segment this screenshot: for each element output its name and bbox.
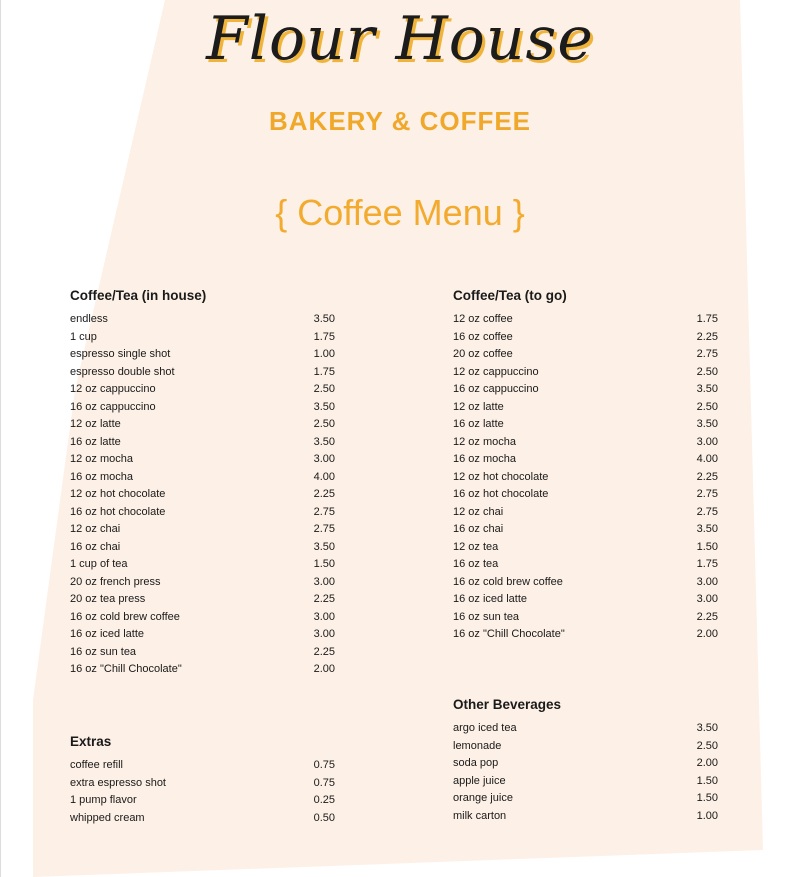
menu-item	[70, 399, 335, 417]
menu-item	[453, 364, 718, 382]
menu-item-price: 4.00	[313, 470, 335, 483]
menu-item-price: 1.75	[313, 365, 335, 378]
menu-item	[70, 504, 335, 522]
menu-item-name: 16 oz chai	[70, 540, 121, 553]
menu-item	[70, 757, 335, 775]
menu-item-name: lemonade	[453, 739, 502, 752]
menu-item-name: 1 cup of tea	[70, 558, 128, 570]
menu-item-price: 1.75	[313, 330, 335, 343]
menu-item-name: argo iced tea	[453, 722, 517, 734]
menu-item	[70, 329, 335, 347]
menu-item	[453, 311, 718, 329]
menu-item	[70, 591, 335, 609]
menu-item-name: 12 oz hot chocolate	[453, 470, 549, 483]
menu-item-price: 2.25	[696, 610, 718, 623]
menu-item-name: 20 oz coffee	[453, 348, 513, 360]
menu-item-price: 2.50	[313, 383, 335, 395]
menu-item-price: 0.50	[313, 811, 335, 824]
menu-item-price: 1.75	[696, 313, 718, 325]
menu-item	[453, 790, 718, 808]
menu-item	[70, 626, 335, 644]
menu-item-price: 3.50	[696, 722, 718, 734]
menu-item-price: 4.00	[696, 453, 718, 465]
menu-item-price: 1.00	[696, 809, 718, 822]
menu-item	[70, 346, 335, 364]
menu-item	[453, 399, 718, 417]
menu-item-price: 2.75	[313, 523, 335, 535]
menu-item-name: 12 oz coffee	[453, 313, 513, 325]
menu-item-name: espresso double shot	[70, 365, 175, 378]
menu-item	[70, 469, 335, 487]
menu-item-name: 16 oz tea	[453, 558, 499, 570]
menu-item-price: 2.25	[313, 645, 335, 658]
menu-item-name: 12 oz cappuccino	[70, 383, 156, 395]
menu-item	[453, 504, 718, 522]
menu-item-name: 12 oz mocha	[70, 453, 133, 465]
menu-item-price: 0.75	[313, 759, 335, 771]
menu-item-price: 1.00	[313, 348, 335, 360]
menu-item	[70, 574, 335, 592]
menu-item-price: 0.75	[313, 776, 335, 789]
menu-item-name: 12 oz tea	[453, 540, 499, 553]
section-in-house	[70, 287, 335, 679]
menu-item-price: 3.00	[696, 593, 718, 605]
menu-item-price: 2.25	[696, 470, 718, 483]
section-title: Extras	[70, 734, 112, 749]
menu-item	[453, 434, 718, 452]
menu-item-name: 16 oz cappuccino	[70, 400, 156, 413]
menu-item-price: 2.75	[696, 505, 718, 518]
menu-item	[453, 574, 718, 592]
menu-item-price: 2.25	[313, 593, 335, 605]
menu-item-price: 1.50	[696, 792, 718, 804]
menu-item-name: 20 oz french press	[70, 575, 161, 588]
menu-title: { Coffee Menu }	[275, 192, 525, 233]
menu-item-name: 16 oz chai	[453, 523, 504, 535]
menu-item	[70, 486, 335, 504]
menu-item-price: 2.50	[696, 365, 718, 378]
menu-item-price: 3.50	[696, 383, 718, 395]
menu-item-name: coffee refill	[70, 759, 123, 771]
menu-item	[453, 346, 718, 364]
brand-name: Flour House	[206, 4, 594, 74]
menu-item	[453, 755, 718, 773]
menu-item-name: 12 oz chai	[70, 523, 121, 535]
menu-item	[453, 609, 718, 627]
menu-item-price: 1.50	[696, 540, 718, 553]
menu-item-name: 16 oz hot chocolate	[453, 488, 549, 500]
menu-item-name: 16 oz cold brew coffee	[453, 575, 563, 588]
menu-item-name: apple juice	[453, 774, 506, 787]
menu-item-name: 20 oz tea press	[70, 593, 146, 605]
menu-item-price: 3.50	[696, 418, 718, 430]
menu-item-price: 3.50	[313, 313, 335, 325]
menu-item	[453, 738, 718, 756]
menu-item	[453, 381, 718, 399]
menu-item-price: 2.25	[696, 330, 718, 343]
menu-item	[70, 609, 335, 627]
menu-item	[70, 556, 335, 574]
menu-item	[453, 808, 718, 826]
section-to-go	[453, 287, 718, 644]
menu-item	[70, 311, 335, 329]
menu-item-price: 3.00	[696, 435, 718, 448]
menu-item-name: 1 pump flavor	[70, 794, 137, 806]
menu-item	[70, 661, 335, 679]
menu-item-name: espresso single shot	[70, 348, 171, 360]
menu-item-name: 16 oz mocha	[453, 453, 516, 465]
menu-item	[70, 451, 335, 469]
menu-item-name: 12 oz chai	[453, 505, 504, 518]
menu-item-name: 12 oz latte	[453, 400, 504, 413]
menu-item-name: whipped cream	[70, 811, 145, 824]
menu-item	[453, 486, 718, 504]
menu-item-name: 16 oz cold brew coffee	[70, 610, 180, 623]
menu-item-price: 1.75	[696, 558, 718, 570]
menu-item-name: 1 cup	[70, 330, 97, 343]
brand-subtitle: BAKERY & COFFEE	[268, 106, 532, 136]
menu-item-name: soda pop	[453, 757, 499, 769]
menu-item-price: 3.50	[313, 540, 335, 553]
menu-item	[70, 521, 335, 539]
menu-item-price: 2.00	[696, 757, 718, 769]
menu-item-name: 16 oz sun tea	[453, 610, 520, 623]
menu-item-price: 2.75	[696, 488, 718, 500]
menu-item	[70, 775, 335, 793]
menu-item-name: 16 oz iced latte	[70, 628, 144, 640]
menu-item-name: 12 oz latte	[70, 418, 121, 430]
menu-item-price: 2.25	[313, 488, 335, 500]
menu-item	[453, 416, 718, 434]
menu-item-price: 3.50	[313, 400, 335, 413]
menu-item-name: 16 oz latte	[70, 435, 121, 448]
menu-item	[70, 810, 335, 828]
menu-item	[453, 539, 718, 557]
section-extras	[70, 733, 335, 827]
menu-item-price: 3.50	[313, 435, 335, 448]
menu-item-name: 16 oz "Chill Chocolate"	[453, 628, 565, 640]
menu-item	[453, 773, 718, 791]
menu-item	[453, 329, 718, 347]
section-title: Coffee/Tea (to go)	[453, 288, 567, 303]
menu-item-price: 2.00	[696, 628, 718, 640]
menu-item	[70, 416, 335, 434]
menu-item-price: 2.75	[696, 348, 718, 360]
menu-item	[70, 792, 335, 810]
section-title: Other Beverages	[453, 697, 562, 712]
menu-item-name: 16 oz hot chocolate	[70, 505, 166, 518]
menu-item-price: 2.50	[696, 400, 718, 413]
menu-item-name: 16 oz iced latte	[453, 593, 527, 605]
menu-item	[70, 644, 335, 662]
menu-item-name: 16 oz "Chill Chocolate"	[70, 663, 182, 675]
menu-item-price: 2.00	[313, 663, 335, 675]
section-other-beverages	[453, 696, 718, 825]
menu-item-name: 16 oz cappuccino	[453, 383, 539, 395]
menu-item	[70, 539, 335, 557]
menu-item	[453, 591, 718, 609]
menu-item-name: 12 oz hot chocolate	[70, 488, 166, 500]
menu-item-name: extra espresso shot	[70, 776, 166, 789]
menu-item-name: 16 oz latte	[453, 418, 504, 430]
menu-item-name: endless	[70, 313, 108, 325]
menu-item-price: 2.50	[313, 418, 335, 430]
menu-item-price: 3.00	[313, 453, 335, 465]
section-title: Coffee/Tea (in house)	[70, 288, 207, 303]
menu-item-name: orange juice	[453, 792, 513, 804]
menu-item	[453, 521, 718, 539]
menu-item-price: 3.00	[313, 610, 335, 623]
menu-item-price: 1.50	[313, 558, 335, 570]
menu-item-name: milk carton	[453, 809, 507, 822]
menu-item-name: 16 oz mocha	[70, 470, 133, 483]
menu-item-name: 12 oz mocha	[453, 435, 516, 448]
menu-item-price: 1.50	[696, 774, 718, 787]
menu-item	[453, 451, 718, 469]
menu-item-price: 3.50	[696, 523, 718, 535]
menu-item-name: 12 oz cappuccino	[453, 365, 539, 378]
menu-item	[70, 381, 335, 399]
menu-item-price: 3.00	[696, 575, 718, 588]
menu-item-price: 3.00	[313, 628, 335, 640]
menu-item-price: 2.75	[313, 505, 335, 518]
menu-item-name: 16 oz sun tea	[70, 645, 137, 658]
menu-item	[453, 720, 718, 738]
menu-item-price: 0.25	[313, 794, 335, 806]
menu-item	[70, 364, 335, 382]
menu-item-name: 16 oz coffee	[453, 330, 513, 343]
menu-item	[453, 626, 718, 644]
menu-item	[453, 469, 718, 487]
menu-item	[453, 556, 718, 574]
menu-item-price: 2.50	[696, 739, 718, 752]
menu-item-price: 3.00	[313, 575, 335, 588]
menu-item	[70, 434, 335, 452]
